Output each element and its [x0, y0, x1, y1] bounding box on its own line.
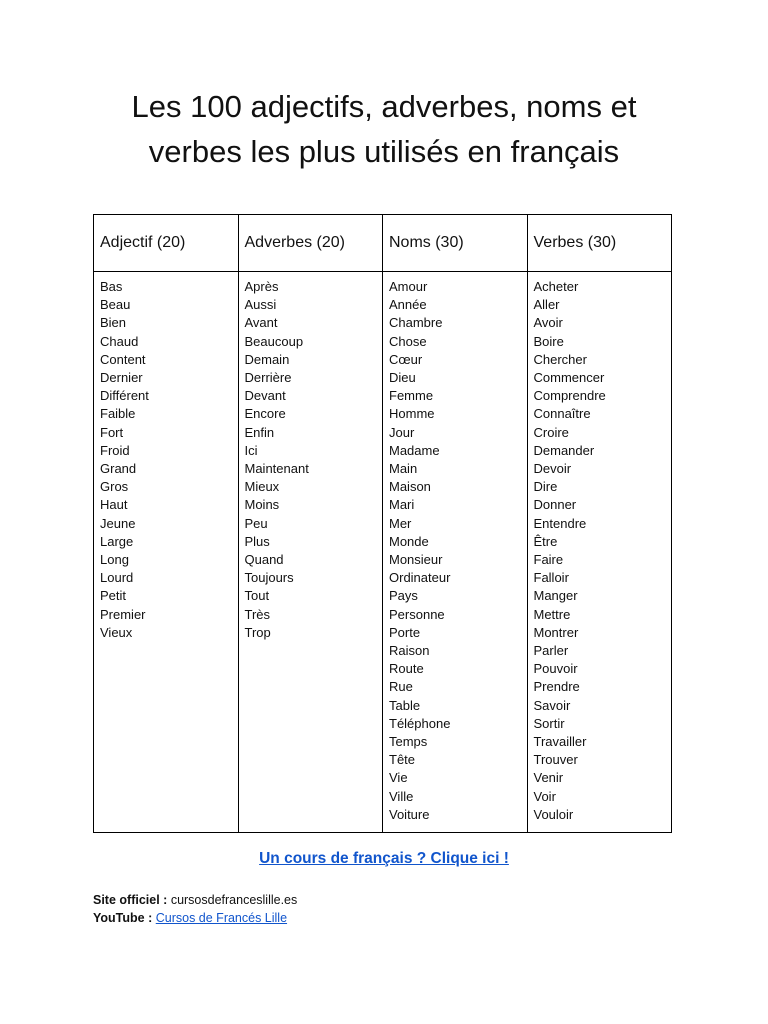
- list-item: Tête: [389, 752, 416, 768]
- list-item: Falloir: [533, 570, 569, 586]
- adjectifs-list: [100, 278, 232, 642]
- title-line-2: verbes les plus utilisés en français: [148, 134, 620, 169]
- title-line-1: Les 100 adjectifs, adverbes, noms et: [131, 89, 637, 124]
- list-item: Madame: [389, 442, 440, 458]
- header-adverbes: Adverbes (20): [238, 215, 383, 272]
- list-item: Connaître: [533, 406, 591, 422]
- list-item: Lourd: [100, 570, 134, 586]
- list-item: Haut: [100, 497, 128, 513]
- table-header-row: [94, 215, 672, 272]
- list-item: Entendre: [533, 515, 587, 531]
- list-item: Donner: [533, 497, 577, 513]
- course-link[interactable]: Un cours de français ? Clique ici !: [259, 850, 509, 867]
- column-noms: [383, 272, 528, 833]
- list-item: Travailler: [533, 734, 587, 750]
- column-adjectifs: [94, 272, 239, 833]
- list-item: Voiture: [389, 806, 430, 822]
- list-item: Après: [244, 279, 279, 294]
- list-item: Route: [389, 661, 424, 677]
- list-item: Chose: [389, 333, 427, 349]
- words-table: [93, 214, 672, 833]
- list-item: Boire: [533, 333, 564, 349]
- page-title: [0, 84, 768, 174]
- list-item: Très: [244, 606, 271, 622]
- list-item: Vie: [389, 770, 408, 786]
- list-item: Porte: [389, 624, 421, 640]
- list-item: Monde: [389, 533, 429, 549]
- list-item: Quand: [244, 552, 284, 568]
- list-item: Ordinateur: [389, 570, 451, 586]
- list-item: Sortir: [533, 715, 565, 731]
- list-item: Moins: [244, 497, 280, 513]
- footer-youtube-line: [93, 909, 297, 927]
- youtube-link[interactable]: Cursos de Francés Lille: [155, 911, 288, 925]
- list-item: Monsieur: [389, 552, 443, 568]
- list-item: Mer: [389, 515, 412, 531]
- list-item: Vieux: [100, 624, 133, 640]
- youtube-label: YouTube :: [93, 911, 153, 925]
- list-item: Parler: [533, 643, 569, 659]
- header-adjectifs: Adjectif (20): [94, 215, 239, 272]
- list-item: Grand: [100, 461, 137, 477]
- list-item: Trop: [244, 624, 271, 640]
- list-item: Faible: [100, 406, 136, 422]
- list-item: Personne: [389, 606, 445, 622]
- list-item: Commencer: [533, 370, 605, 386]
- list-item: Savoir: [533, 697, 571, 713]
- header-noms: Noms (30): [383, 215, 528, 272]
- list-item: Toujours: [244, 570, 294, 586]
- list-item: Chercher: [533, 351, 587, 367]
- list-item: Dernier: [100, 370, 143, 386]
- list-item: Prendre: [533, 679, 580, 695]
- list-item: Manger: [533, 588, 578, 604]
- footer-site-line: [93, 891, 297, 909]
- list-item: Avoir: [533, 315, 563, 331]
- verbes-list: [534, 278, 666, 824]
- list-item: Petit: [100, 588, 127, 604]
- list-item: Aussi: [244, 297, 277, 313]
- list-item: Venir: [533, 770, 564, 786]
- list-item: Faire: [533, 552, 564, 568]
- list-item: Beau: [100, 297, 131, 313]
- list-item: Cœur: [389, 351, 423, 367]
- list-item: Beaucoup: [244, 333, 304, 349]
- list-item: Mari: [389, 497, 415, 513]
- column-adverbes: [238, 272, 383, 833]
- list-item: Derrière: [244, 370, 292, 386]
- list-item: Tout: [244, 588, 270, 604]
- list-item: Trouver: [533, 752, 578, 768]
- list-item: Peu: [244, 515, 268, 531]
- list-item: Avant: [244, 315, 278, 331]
- list-item: Maison: [389, 479, 431, 495]
- list-item: Voir: [533, 788, 556, 804]
- list-item: Ville: [389, 788, 414, 804]
- list-item: Long: [100, 552, 129, 568]
- list-item: Mettre: [533, 606, 571, 622]
- list-item: Premier: [100, 606, 146, 622]
- noms-list: [389, 278, 521, 824]
- list-item: Mieux: [244, 479, 280, 495]
- list-item: Raison: [389, 643, 430, 659]
- list-item: Devoir: [533, 461, 572, 477]
- site-value: cursosdefranceslille.es: [170, 893, 298, 907]
- footer: [93, 891, 297, 927]
- list-item: Vouloir: [533, 806, 574, 822]
- list-item: Femme: [389, 388, 434, 404]
- list-item: Jour: [389, 424, 415, 440]
- list-item: Homme: [389, 406, 435, 422]
- list-item: Chaud: [100, 333, 139, 349]
- list-item: Main: [389, 461, 418, 477]
- list-item: Aller: [533, 297, 560, 313]
- list-item: Froid: [100, 442, 130, 458]
- list-item: Différent: [100, 388, 149, 404]
- list-item: Gros: [100, 479, 129, 495]
- list-item: Enfin: [244, 424, 275, 440]
- list-item: Ici: [244, 442, 258, 458]
- list-item: Pouvoir: [533, 661, 578, 677]
- list-item: Temps: [389, 734, 428, 750]
- list-item: Comprendre: [533, 388, 606, 404]
- list-item: Croire: [533, 424, 569, 440]
- list-item: Maintenant: [244, 461, 309, 477]
- list-item: Acheter: [533, 279, 579, 294]
- list-item: Rue: [389, 679, 413, 695]
- course-link-container: [0, 850, 768, 868]
- list-item: Pays: [389, 588, 418, 604]
- list-item: Table: [389, 697, 421, 713]
- list-item: Bien: [100, 315, 127, 331]
- list-item: Large: [100, 533, 134, 549]
- list-item: Dieu: [389, 370, 416, 386]
- column-verbes: [527, 272, 672, 833]
- adverbes-list: [245, 278, 377, 642]
- table-body-row: [94, 272, 672, 833]
- list-item: Content: [100, 351, 146, 367]
- list-item: Être: [533, 533, 558, 549]
- list-item: Dire: [533, 479, 558, 495]
- list-item: Chambre: [389, 315, 443, 331]
- list-item: Jeune: [100, 515, 136, 531]
- list-item: Montrer: [533, 624, 579, 640]
- list-item: Demander: [533, 442, 595, 458]
- list-item: Fort: [100, 424, 124, 440]
- list-item: Plus: [244, 533, 270, 549]
- site-label: Site officiel :: [93, 893, 168, 907]
- list-item: Année: [389, 297, 427, 313]
- list-item: Amour: [389, 279, 428, 294]
- list-item: Devant: [244, 388, 286, 404]
- list-item: Encore: [244, 406, 286, 422]
- header-verbes: Verbes (30): [527, 215, 672, 272]
- list-item: Demain: [244, 351, 290, 367]
- list-item: Bas: [100, 279, 123, 294]
- list-item: Téléphone: [389, 715, 451, 731]
